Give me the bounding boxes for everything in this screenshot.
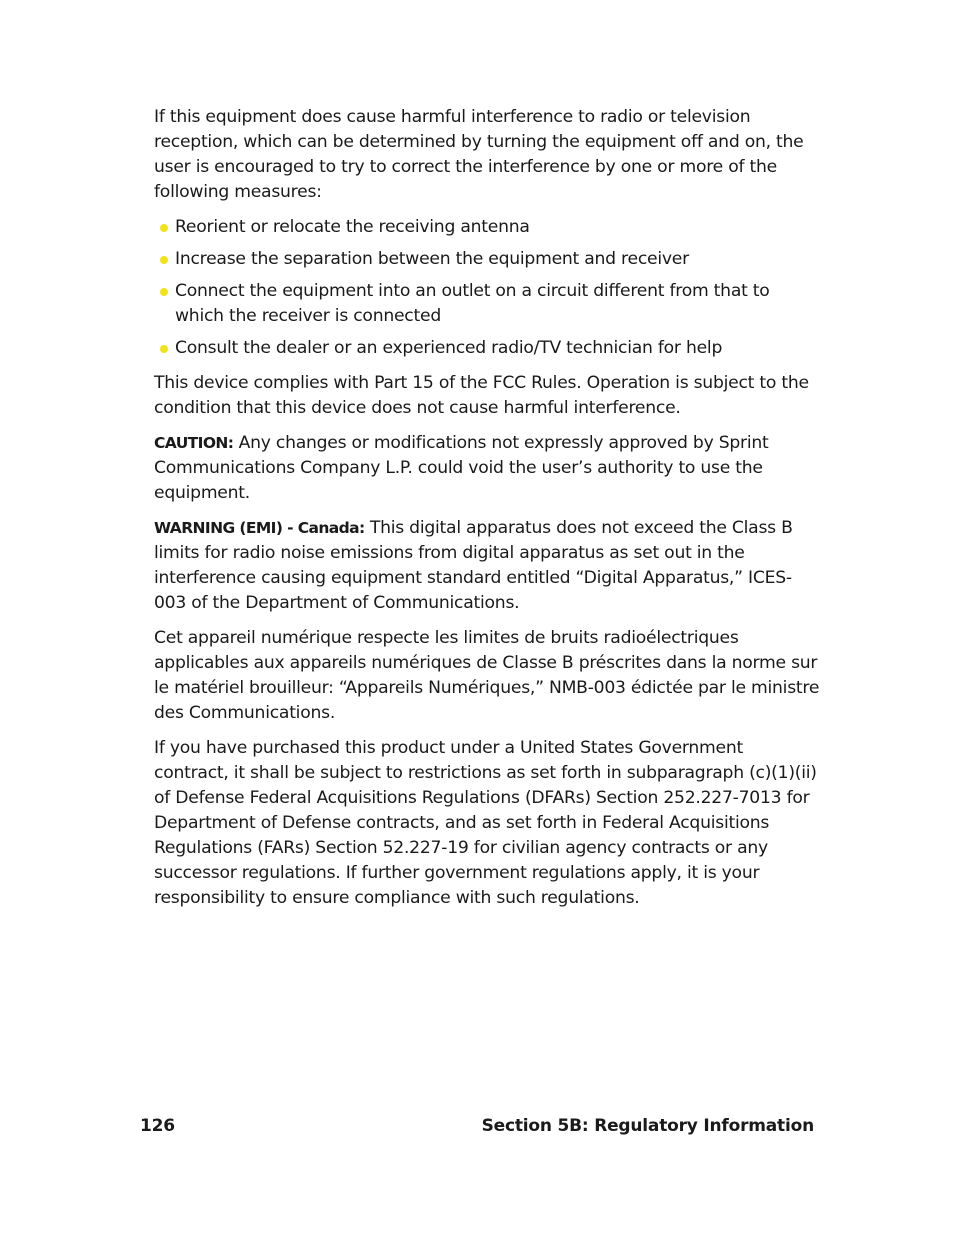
list-item-text: Consult the dealer or an experienced radio/TV technician for help <box>175 338 723 358</box>
warning-label: WARNING (EMI) - Canada: <box>154 519 365 537</box>
list-item-text: Increase the separation between the equipment and receiver <box>175 249 689 269</box>
list-item <box>154 215 820 240</box>
page-footer <box>140 1116 814 1140</box>
french-notice-paragraph: Cet appareil numérique respecte les limites de bruits radioélectriques applicables aux appareils numériques de Classe B préscrites dans la norme sur le matériel brouilleur: “Appareils Numériques,” NMB-003 édictée par le ministre des Communications. <box>154 628 820 723</box>
caution-label: CAUTION: <box>154 434 234 452</box>
list-item <box>154 336 820 361</box>
bullet-dot-icon <box>160 345 168 353</box>
government-contract-paragraph: If you have purchased this product under a United States Government contract, it shall be subject to restrictions as set forth in subparagraph (c)(1)(ii) of Defense Federal Acquisitions Regulations (DFARs) Section 252.227-7013 for Department of Defense contracts, and as set forth in Federal Acquisitions Regulations (FARs) Section 52.227-19 for civilian agency contracts or any successor regulations. If further government regulations apply, it is your responsibility to ensure compliance with such regulations. <box>154 738 817 908</box>
intro-paragraph: If this equipment does cause harmful interference to radio or television reception, which can be determined by turning the equipment off and on, the user is encouraged to try to correct the interference by one or more of the following measures: <box>154 107 804 202</box>
list-item-text: Connect the equipment into an outlet on a circuit different from that to which the receiver is connected <box>175 281 770 326</box>
page-content <box>154 105 820 921</box>
bullet-dot-icon <box>160 288 168 296</box>
page-number: 126 <box>140 1116 175 1136</box>
list-item <box>154 279 820 329</box>
warning-text: This digital apparatus does not exceed the Class B limits for radio noise emissions from digital apparatus as set out in the interference causing equipment standard entitled “Digital Apparatus,” ICES-003 of the Department of Communications. <box>154 518 793 613</box>
list-item-text: Reorient or relocate the receiving antenna <box>175 217 530 237</box>
warning-paragraph <box>154 516 820 616</box>
list-item <box>154 247 820 272</box>
bullet-dot-icon <box>160 224 168 232</box>
caution-text: Any changes or modifications not expressly approved by Sprint Communications Company L.P. could void the user’s authority to use the equipment. <box>154 433 769 503</box>
fcc-compliance-paragraph: This device complies with Part 15 of the FCC Rules. Operation is subject to the condition that this device does not cause harmful interference. <box>154 373 809 418</box>
bullet-dot-icon <box>160 256 168 264</box>
section-title: Section 5B: Regulatory Information <box>481 1116 814 1136</box>
measures-list <box>154 215 820 361</box>
caution-paragraph <box>154 431 820 506</box>
